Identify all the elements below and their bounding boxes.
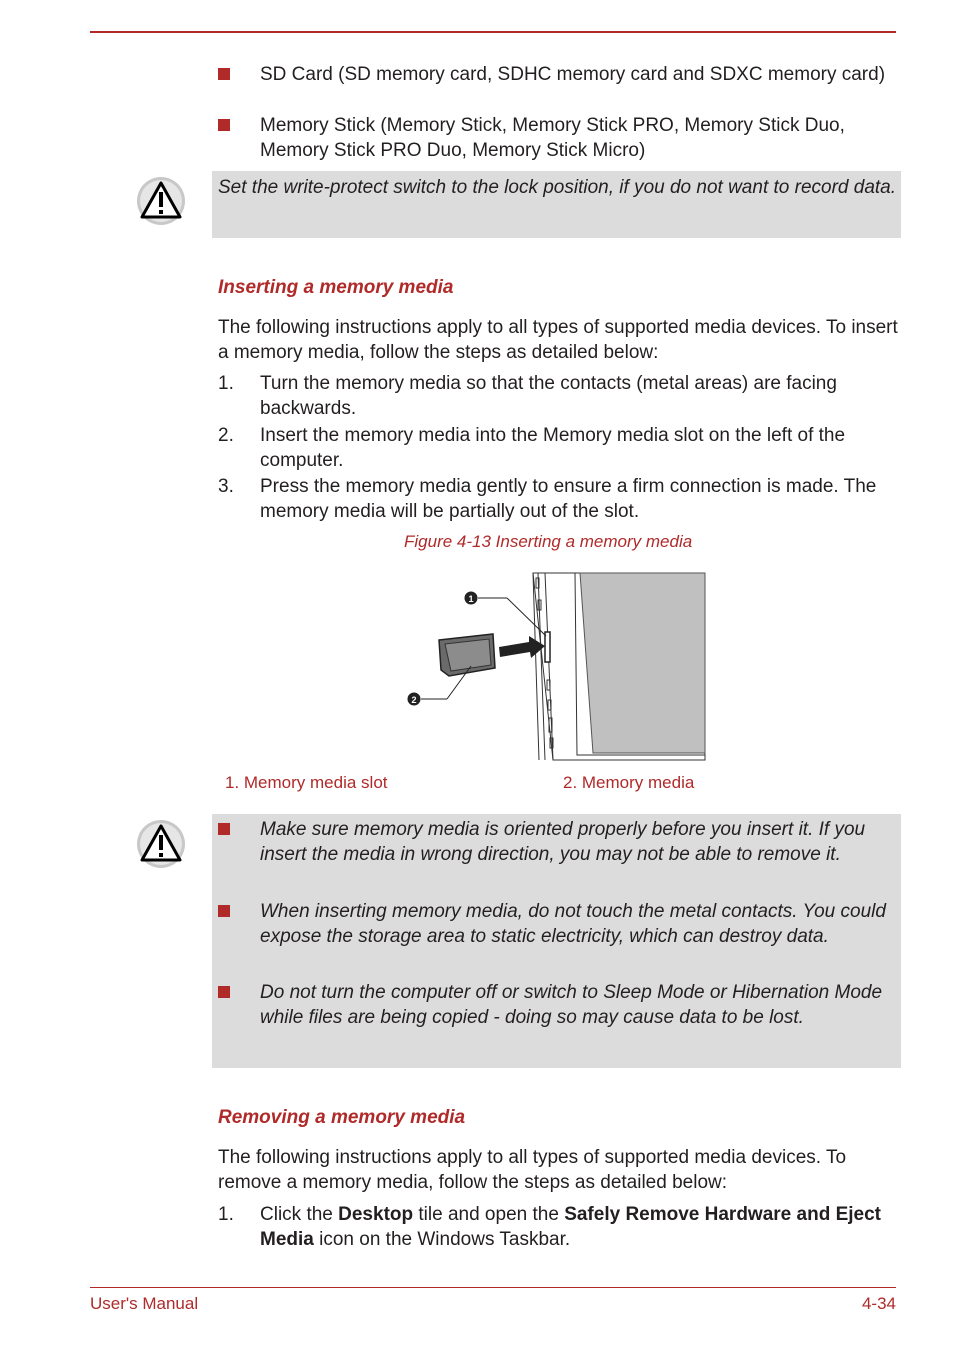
step-item [218,424,898,473]
step-text: Insert the memory media into the Memory media slot on the left of the computer. [260,425,846,471]
figure-legend-2: 2. Memory media [563,773,695,792]
desktop-term: Desktop [338,1204,414,1225]
figure-legend-1: 1. Memory media slot [225,773,388,792]
list-item [218,900,898,949]
warning-triangle-icon [136,176,186,226]
safely-remove-term: Safely Remove Hardware and Eject Media [260,1204,881,1250]
top-rule [90,31,896,33]
step-text-part: tile and open the [413,1204,565,1225]
step-text [260,1203,898,1252]
bullet-square [218,986,230,998]
list-item-text: When inserting memory media, do not touch the metal contacts. You could expose the storage area to static electricity, which can destroy data. [260,901,886,947]
footer-title: User's Manual [90,1294,199,1313]
step-item [218,372,898,421]
list-item-text: Memory Stick (Memory Stick, Memory Stick PRO, Memory Stick Duo, Memory Stick PRO Duo, Memory Stick Micro) [260,115,845,161]
section-heading-removing: Removing a memory media [218,1107,466,1128]
memory-media-illustration [405,570,710,765]
step-text-part: icon on the Windows Taskbar. [313,1228,571,1250]
step-item [218,1203,898,1252]
step-number: 1. [218,1204,234,1225]
step-text: Press the memory media gently to ensure a firm connection is made. The memory media will be partially out of the slot. [260,476,877,522]
bullet-square [218,905,230,917]
step-number: 1. [218,373,234,394]
callout-2: 2 [411,695,417,705]
section-heading-inserting: Inserting a memory media [218,277,454,298]
figure-caption: Figure 4-13 Inserting a memory media [404,532,693,551]
page-number: 4-34 [861,1294,896,1313]
bottom-rule [90,1287,896,1288]
list-item-text: Make sure memory media is oriented properly before you insert it. If you insert the media in wrong direction, you may not be able to remove it. [260,819,866,865]
intro-paragraph: The following instructions apply to all types of supported media devices. To remove a memory media, follow the steps as detailed below: [218,1147,847,1193]
note-box [212,171,901,238]
step-text: Turn the memory media so that the contacts (metal areas) are facing backwards. [260,373,837,419]
note-box [212,814,901,1068]
note-text: Set the write-protect switch to the lock position, if you do not want to record data. [218,177,897,198]
step-number: 3. [218,476,234,497]
list-item-text: Do not turn the computer off or switch to Sleep Mode or Hibernation Mode while files are being copied - doing so may cause data to be lost. [260,982,883,1028]
bullet-square [218,68,230,80]
warning-triangle-icon [136,819,186,869]
callout-1: 1 [468,594,474,604]
list-item-text: SD Card (SD memory card, SDHC memory card and SDXC memory card) [260,64,886,85]
step-item [218,475,898,524]
step-text-part: Click the [260,1204,339,1225]
bullet-square [218,119,230,131]
list-item [218,818,898,867]
list-item [218,981,898,1030]
step-number: 2. [218,425,234,446]
bullet-square [218,823,230,835]
list-item [218,114,898,163]
list-item [218,63,898,88]
intro-paragraph: The following instructions apply to all types of supported media devices. To insert a memory media, follow the steps as detailed below: [218,317,898,363]
